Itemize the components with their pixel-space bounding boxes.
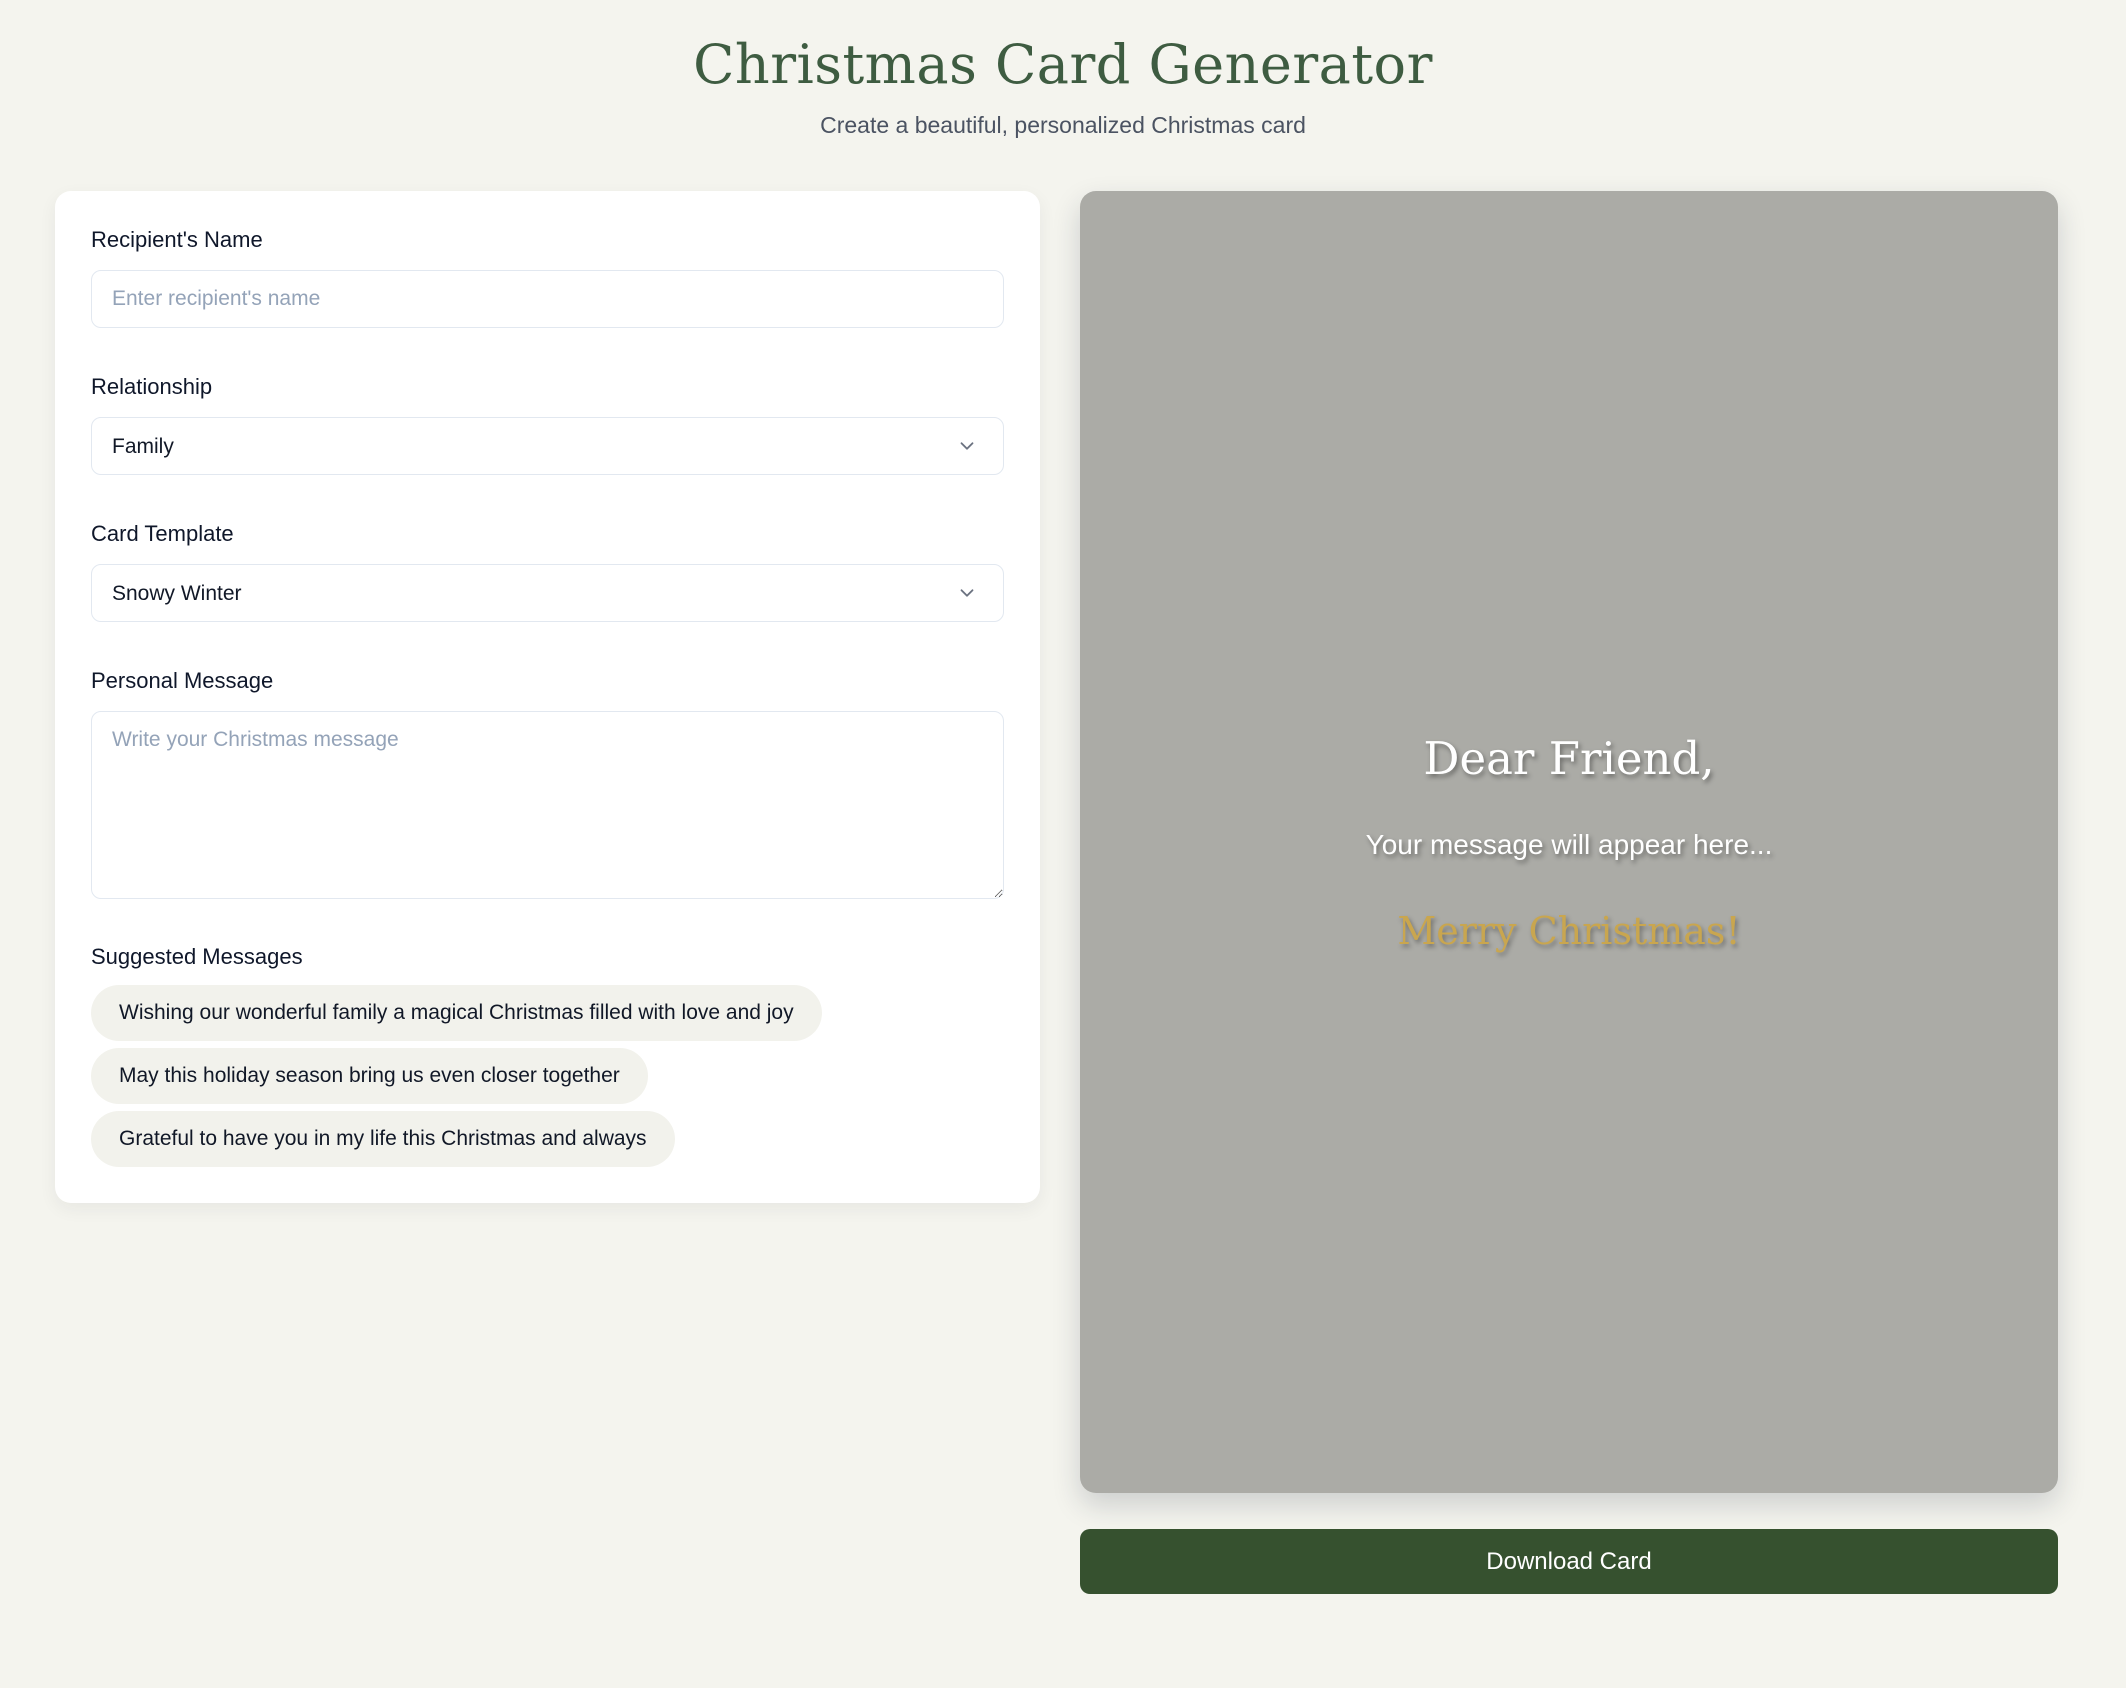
recipient-name-label: Recipient's Name: [91, 227, 263, 253]
suggestion-pill[interactable]: May this holiday season bring us even closer together: [91, 1048, 648, 1104]
suggestion-pill[interactable]: Wishing our wonderful family a magical Christmas filled with love and joy: [91, 985, 822, 1041]
card-template-select[interactable]: [91, 564, 1004, 622]
page-title: Christmas Card Generator: [693, 33, 1433, 96]
page-header: [0, 0, 2126, 139]
suggested-messages-list: [91, 985, 1004, 1167]
download-card-button[interactable]: Download Card: [1080, 1529, 2058, 1594]
card-form-panel: [55, 191, 1040, 1203]
preview-message: Your message will appear here...: [1365, 828, 1773, 860]
relationship-label: Relationship: [91, 374, 213, 400]
personal-message-label: Personal Message: [91, 668, 274, 694]
page-subtitle: Create a beautiful, personalized Christmas card: [820, 112, 1306, 139]
main-content: [55, 191, 2058, 1594]
relationship-select[interactable]: [91, 417, 1004, 475]
preview-greeting: Dear Friend,: [1423, 731, 1715, 785]
recipient-name-input[interactable]: [91, 270, 1004, 328]
preview-column: [1080, 191, 2058, 1594]
card-template-select-wrap: [91, 564, 1004, 622]
relationship-select-wrap: [91, 417, 1004, 475]
personal-message-textarea[interactable]: [91, 711, 1004, 899]
suggested-messages-label: Suggested Messages: [91, 944, 303, 970]
preview-closing: Merry Christmas!: [1397, 908, 1741, 953]
suggestion-pill[interactable]: Grateful to have you in my life this Christmas and always: [91, 1111, 675, 1167]
card-template-label: Card Template: [91, 521, 234, 547]
card-preview: [1080, 191, 2058, 1493]
